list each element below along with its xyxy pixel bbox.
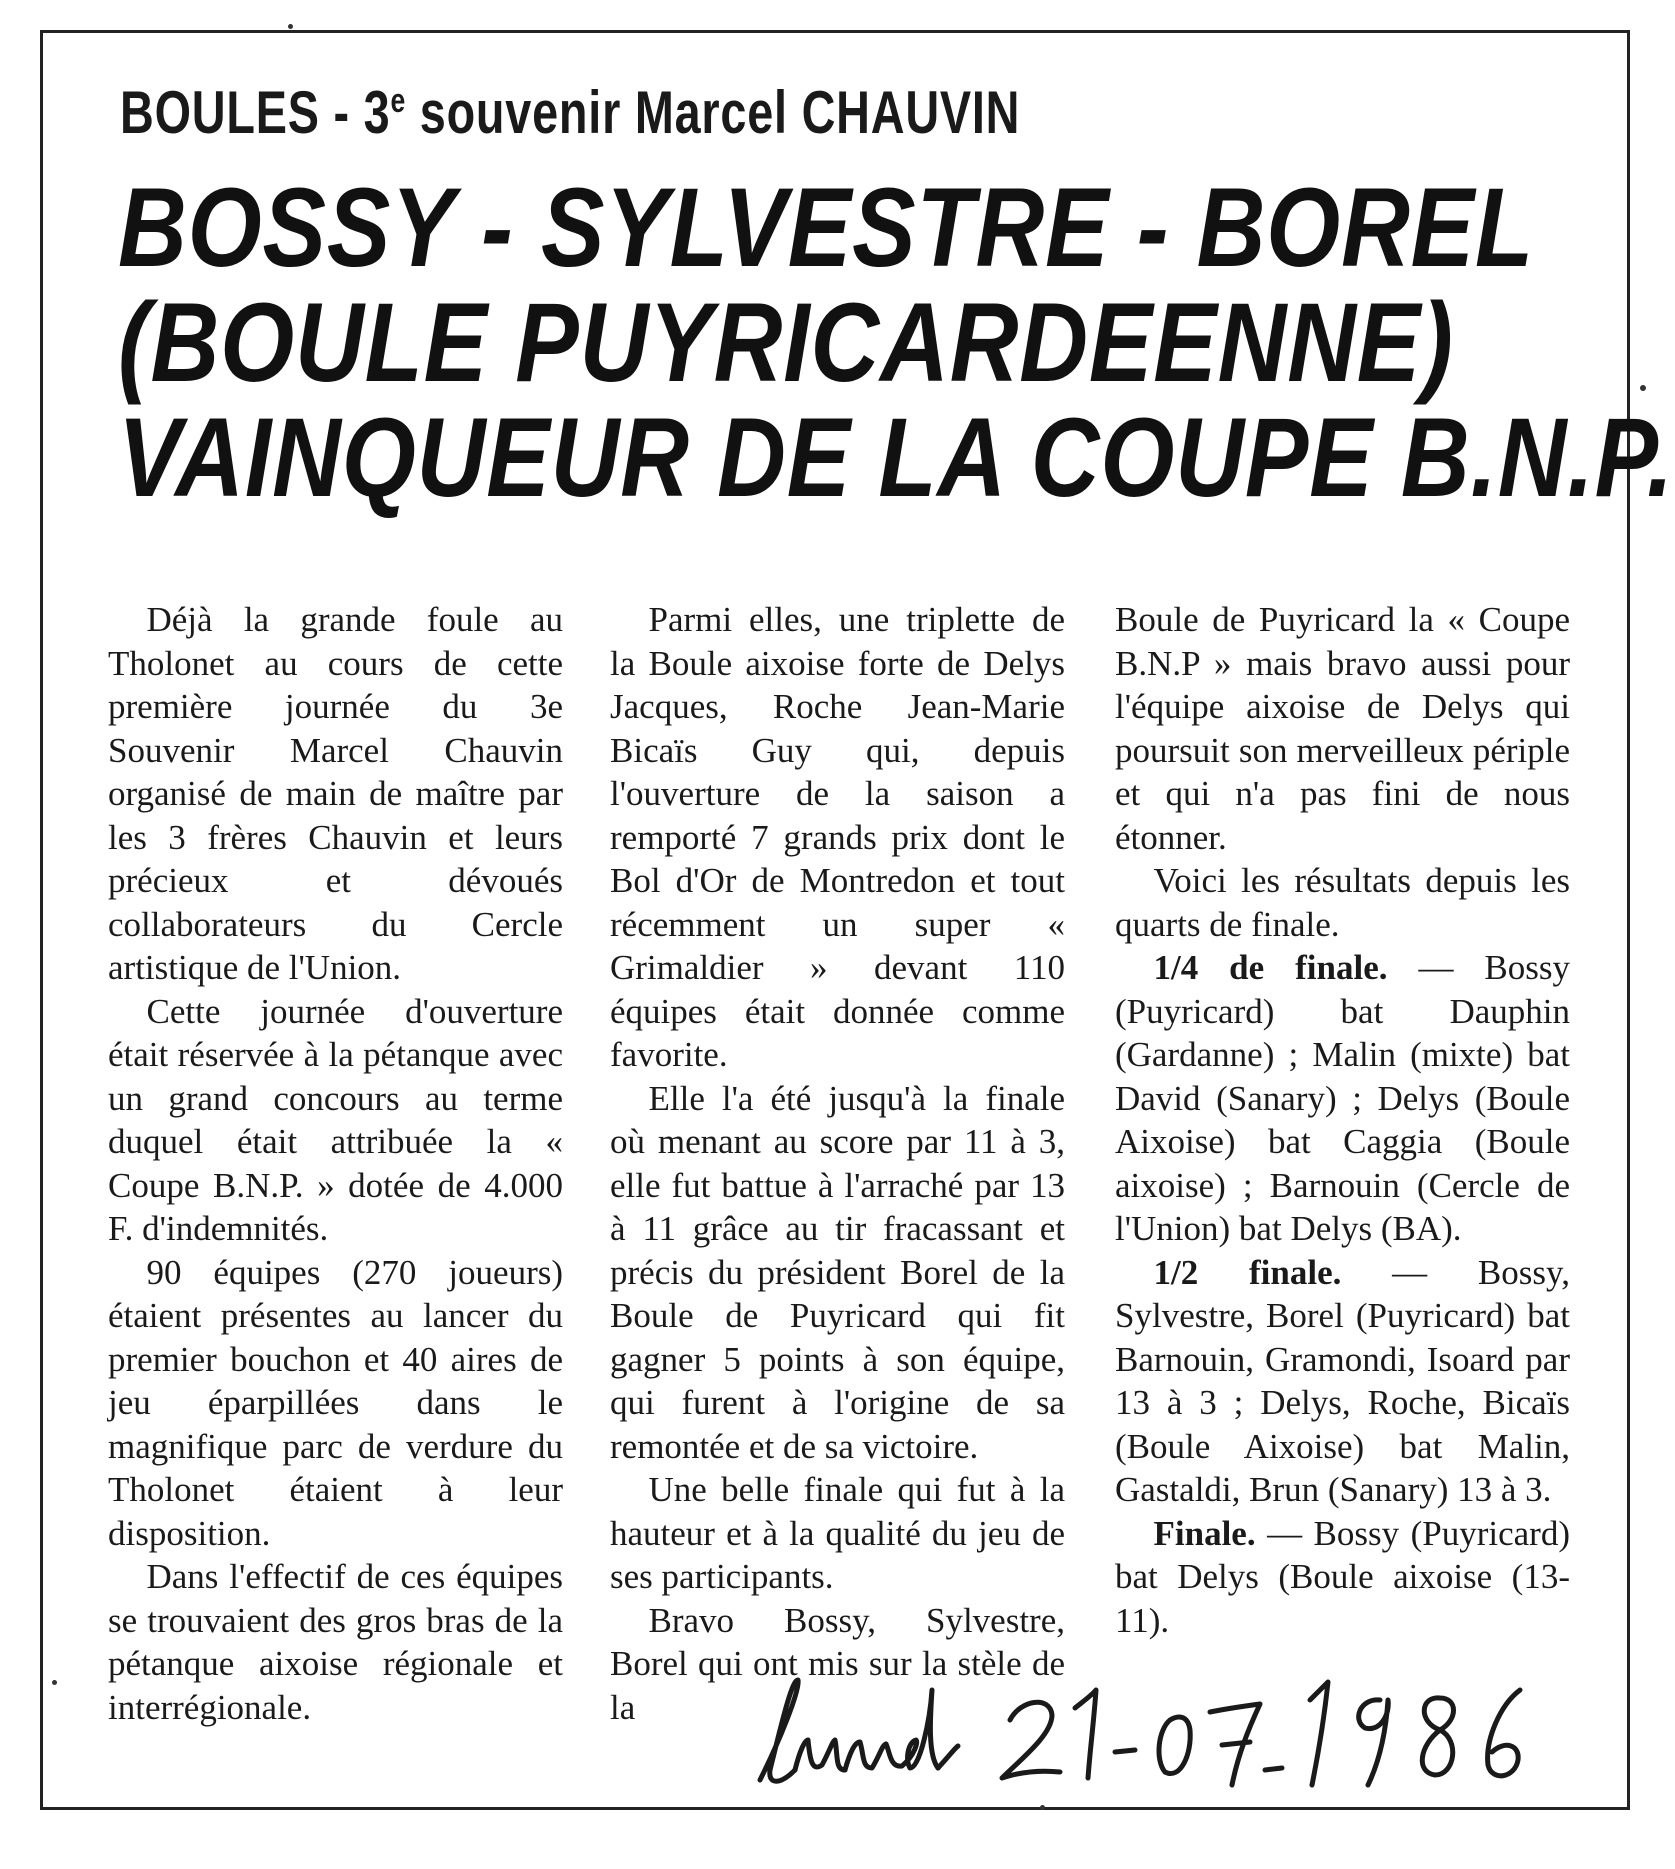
paragraph: Boule de Puyricard la « Coupe B.N.P » mais bravo aussi pour l'équipe aixoise de Delys qui poursuit son merveilleux périple et qui n'a pas fini de nous étonner. [1115, 600, 1570, 857]
result-paragraph [1115, 1512, 1570, 1643]
paragraph: Cette journée d'ouverture était réservée à la pétanque avec un grand concours au terme duquel était attribuée la « Coupe B.N.P. » dotée de 4.000 F. d'indemnités. [108, 991, 563, 1248]
paragraph: 90 équipes (270 joueurs) étaient présentes au lancer du premier bouchon et 40 aires de jeu éparpillées dans le magnifique parc de verdure du Tholonet étaient à leur disposition. [108, 1252, 563, 1553]
result-label: 1/4 de finale. [1153, 948, 1388, 987]
paragraph: Voici les résultats depuis les quarts de finale. [1115, 861, 1570, 944]
kicker-suffix: souvenir Marcel CHAUVIN [405, 79, 1021, 146]
handwritten-date [740, 1660, 1600, 1800]
result-label: Finale. [1153, 1513, 1256, 1553]
result-text: — Bossy, Sylvestre, Borel (Puyricard) bat Barnouin, Gramondi, Isoard par 13 à 3 ; Delys, Roche, Bicaïs (Boule Aixoise) bat Malin, Gastaldi, Brun (Sanary) 13 à 3. [1115, 1252, 1570, 1509]
text-column-3 [1115, 598, 1570, 1642]
kicker-superscript: e [390, 82, 406, 120]
paragraph: Une belle finale qui fut à la hauteur et à la qualité du jeu de ses participants. [610, 1470, 1065, 1596]
paragraph: Elle l'a été jusqu'à la finale où menant au score par 11 à 3, elle fut battue à l'arraché par 13 à 11 grâce au tir fracassant et précis du président Borel de la Boule de Puyricard qui fit gagner 5 points à son équipe, qui furent à l'origine de sa remontée et de sa victoire. [610, 1078, 1065, 1466]
text-column-1 [108, 598, 563, 1729]
result-label: 1/2 finale. [1153, 1252, 1342, 1292]
headline-line: VAINQUEUR DE LA COUPE B.N.P. [118, 395, 1675, 520]
paragraph: Parmi elles, une triplette de la Boule aixoise forte de Delys Jacques, Roche Jean-Marie Bicaïs Guy qui, depuis l'ouverture de la saison a remporté 7 grands prix dont le Bol d'Or de Montredon et tout récemment un super « Grimaldier » devant 110 équipes était donnée comme favorite. [610, 600, 1065, 1074]
print-speck [288, 24, 293, 29]
paragraph: Déjà la grande foule au Tholonet au cours de cette première journée du 3e Souvenir Marcel Chauvin organisé de main de maître par les 3 frères Chauvin et leurs précieux et dévoués collaborateurs du Cercle artistique de l'Union. [108, 600, 563, 987]
paragraph: Bravo Bossy, Sylvestre, Borel qui ont mis sur la stèle de la [610, 1600, 1065, 1727]
result-paragraph [1115, 1251, 1570, 1512]
headline-line: (BOULE PUYRICARDEENNE) [118, 280, 1454, 405]
print-speck [52, 1680, 57, 1685]
handwritten-date-drawing [740, 1660, 1600, 1800]
article-kicker [120, 78, 1056, 147]
text-column-2 [610, 598, 1065, 1729]
paragraph: Dans l'effectif de ces équipes se trouvaient des gros bras de la pétanque aixoise régionale et interrégionale. [108, 1557, 563, 1727]
result-text: — Bossy (Puyricard) bat Delys (Boule aixoise (13-11). [1115, 1513, 1570, 1640]
result-paragraph [1115, 946, 1570, 1251]
headline-line: BOSSY - SYLVESTRE - BOREL [118, 165, 1535, 290]
result-text: — Bossy (Puyricard) bat Dauphin (Gardanne) ; Malin (mixte) bat David (Sanary) ; Delys (Boule Aixoise) bat Caggia (Boule aixoise) ; Barnouin (Cercle de l'Union) bat Delys (BA). [1115, 948, 1570, 1248]
article-headline [118, 165, 1675, 520]
kicker-prefix: BOULES - 3 [120, 79, 391, 146]
print-speck [1040, 1805, 1045, 1810]
print-speck [1640, 385, 1646, 391]
